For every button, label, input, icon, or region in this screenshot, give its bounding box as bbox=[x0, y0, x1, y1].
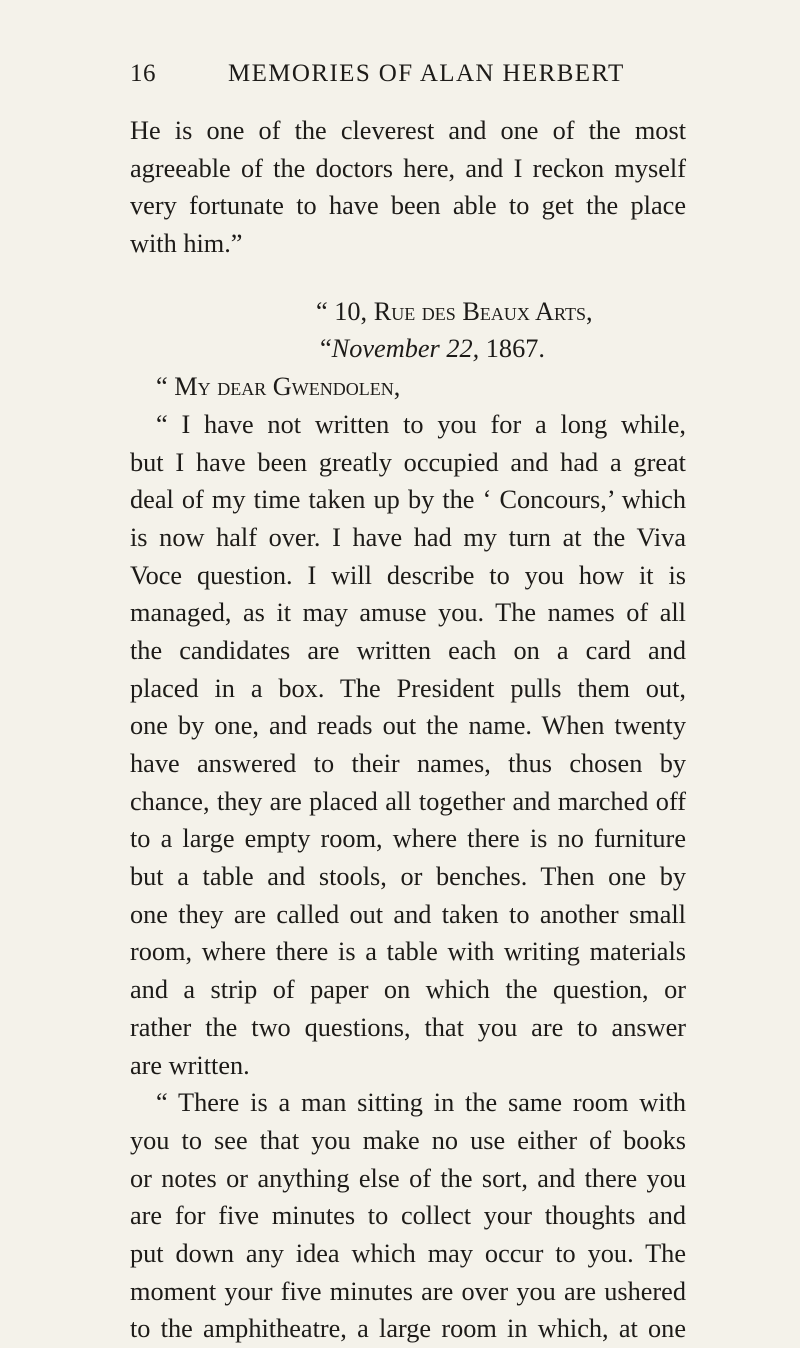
text-line: very fortunate to have been able to get the place bbox=[130, 191, 686, 221]
paragraph-3 bbox=[130, 1084, 686, 1348]
text-line: “ There is a man sitting in the same room with bbox=[156, 1088, 686, 1118]
text-line: chance, they are placed all together and marched off bbox=[130, 786, 686, 816]
text-line: with him.” bbox=[130, 229, 243, 259]
text-line: managed, as it may amuse you. The names of all bbox=[130, 598, 686, 628]
text-line: Voce question. I will describe to you how it is bbox=[130, 560, 686, 590]
letter-date bbox=[130, 330, 686, 368]
text-line: you to see that you make no use either of books bbox=[130, 1125, 686, 1155]
text-line: deal of my time taken up by the ‘ Concours,’ which bbox=[130, 485, 686, 515]
text-line: but I have been greatly occupied and had a great bbox=[130, 447, 686, 477]
text-line: are written. bbox=[130, 1050, 250, 1080]
letter-heading bbox=[130, 293, 686, 406]
text-line: the candidates are written each on a card and bbox=[130, 635, 686, 665]
letter-date-month: November 22, bbox=[331, 334, 480, 364]
text-line: have answered to their names, thus chosen by bbox=[130, 749, 686, 778]
text-line: “ I have not written to you for a long while, bbox=[156, 409, 686, 439]
text-line: to a large empty room, where there is no furniture bbox=[130, 824, 686, 854]
body-text bbox=[130, 112, 686, 1348]
paragraph-2 bbox=[130, 406, 686, 1084]
paragraph-1 bbox=[130, 112, 686, 263]
text-line: room, where there is a table with writing materials bbox=[130, 937, 686, 967]
text-line: and a strip of paper on which the question, or bbox=[130, 975, 686, 1005]
letter-salutation: “ My dear Gwendolen, bbox=[156, 372, 401, 402]
text-line: moment your five minutes are over you are ushered bbox=[130, 1276, 686, 1306]
text-line: to the amphitheatre, a large room in which, at one bbox=[130, 1314, 686, 1344]
paragraph-gap bbox=[130, 263, 686, 293]
letter-date-quote: “ bbox=[320, 334, 332, 364]
text-line: agreeable of the doctors here, and I reckon myself bbox=[130, 153, 686, 183]
text-line: one by one, and reads out the name. When twenty bbox=[130, 711, 686, 741]
book-title: MEMORIES OF ALAN HERBERT bbox=[228, 60, 625, 87]
text-line: rather the two questions, that you are to answer bbox=[130, 1012, 686, 1042]
text-line: placed in a box. The President pulls them out, bbox=[130, 673, 686, 703]
text-line: are for five minutes to collect your thoughts and bbox=[130, 1201, 686, 1231]
letter-date-year: 1867. bbox=[479, 334, 545, 364]
text-line: put down any idea which may occur to you. The bbox=[130, 1238, 686, 1268]
text-line: one they are called out and taken to another small bbox=[130, 899, 686, 929]
letter-address: “ 10, Rue des Beaux Arts, bbox=[316, 296, 593, 326]
text-line: He is one of the cleverest and one of the most bbox=[130, 116, 686, 145]
text-line: is now half over. I have had my turn at the Viva bbox=[130, 522, 686, 552]
running-head bbox=[130, 60, 682, 96]
text-line: or notes or anything else of the sort, and there you bbox=[130, 1163, 686, 1193]
page-number: 16 bbox=[130, 60, 156, 87]
text-line: but a table and stools, or benches. Then one by bbox=[130, 862, 686, 892]
